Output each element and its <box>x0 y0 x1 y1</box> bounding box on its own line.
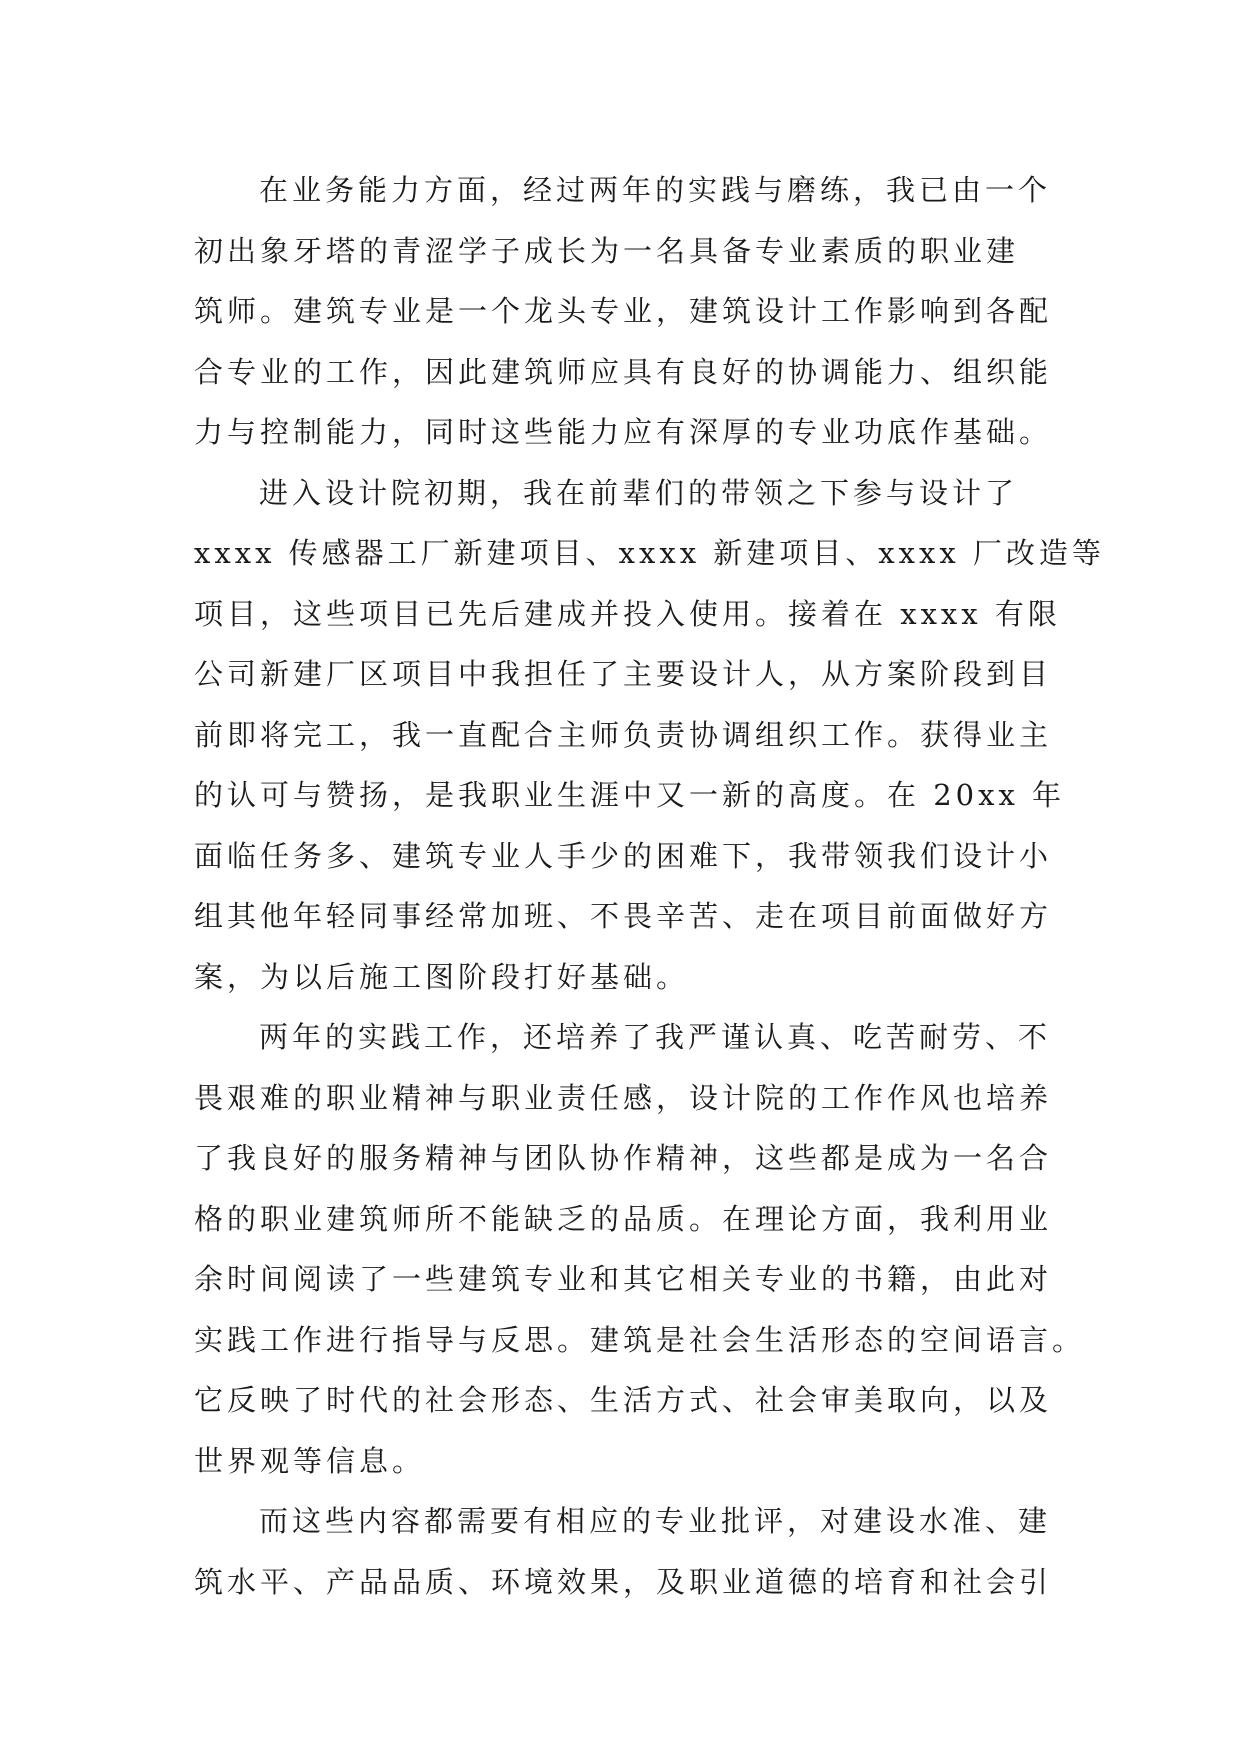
paragraph-design-institute-projects <box>194 463 1105 1008</box>
paragraph-line: 初出象牙塔的青涩学子成长为一名具备专业素质的职业建 <box>194 233 1020 268</box>
paragraph-line: 筑师。建筑专业是一个龙头专业，建筑设计工作影响到各配 <box>194 294 1053 328</box>
paragraph-professional-criticism <box>194 1491 1064 1612</box>
paragraph-line: 在业务能力方面，经过两年的实践与磨练，我已由一个 <box>259 173 1052 207</box>
paragraph-line: 它反映了时代的社会形态、生活方式、社会审美取向，以及 <box>194 1383 1053 1417</box>
document-body <box>194 160 1105 1612</box>
paragraph-line: xxxx 传感器工厂新建项目、xxxx 新建项目、xxxx 厂改造等 <box>194 536 1105 570</box>
paragraph-line: 格的职业建筑师所不能缺乏的品质。在理论方面，我利用业 <box>194 1201 1053 1236</box>
paragraph-line: 的认可与赞扬，是我职业生涯中又一新的高度。在 20xx 年 <box>194 778 1066 812</box>
paragraph-line: 面临任务多、建筑专业人手少的困难下，我带领我们设计小 <box>194 838 1053 873</box>
paragraph-line: 筑水平、产品品质、环境效果，及职业道德的培育和社会引 <box>194 1564 1053 1599</box>
paragraph-line: 了我良好的服务精神与团队协作精神，这些都是成为一名合 <box>194 1141 1053 1175</box>
paragraph-practice-work <box>194 1007 1086 1491</box>
paragraph-line: 合专业的工作，因此建筑师应具有良好的协调能力、组织能 <box>194 354 1053 389</box>
paragraph-line: 前即将完工，我一直配合主师负责协调组织工作。获得业主 <box>194 717 1053 752</box>
paragraph-line: 而这些内容都需要有相应的专业批评，对建设水准、建 <box>259 1504 1052 1538</box>
paragraph-business-ability <box>194 160 1064 463</box>
paragraph-line: 力与控制能力，同时这些能力应有深厚的专业功底作基础。 <box>194 415 1053 449</box>
paragraph-line: 公司新建厂区项目中我担任了主要设计人，从方案阶段到目 <box>194 657 1053 691</box>
paragraph-line: 项目，这些项目已先后建成并投入使用。接着在 xxxx 有限 <box>194 596 1061 631</box>
paragraph-line: 组其他年轻同事经常加班、不畏辛苦、走在项目前面做好方 <box>194 899 1053 933</box>
paragraph-line: 实践工作进行指导与反思。建筑是社会生活形态的空间语言。 <box>194 1322 1086 1357</box>
paragraph-line: 案，为以后施工图阶段打好基础。 <box>194 959 690 994</box>
paragraph-line: 世界观等信息。 <box>194 1443 426 1478</box>
paragraph-line: 两年的实践工作，还培养了我严谨认真、吃苦耐劳、不 <box>259 1020 1052 1054</box>
paragraph-line: 余时间阅读了一些建筑专业和其它相关专业的书籍，由此对 <box>194 1262 1053 1296</box>
paragraph-line: 进入设计院初期，我在前辈们的带领之下参与设计了 <box>259 475 1019 510</box>
paragraph-line: 畏艰难的职业精神与职业责任感，设计院的工作作风也培养 <box>194 1080 1053 1115</box>
